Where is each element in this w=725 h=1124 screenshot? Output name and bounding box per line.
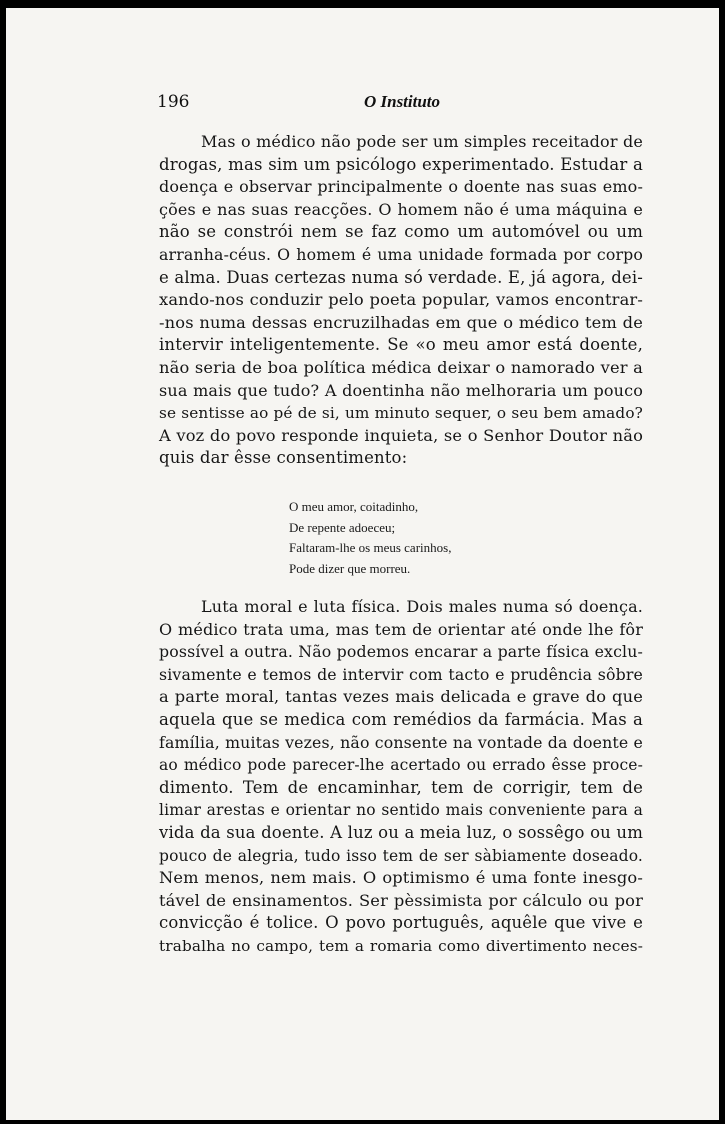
text-line: sivamente e temos de intervir com tacto e prudência sôbre [159, 664, 643, 684]
text-line: a parte moral, tantas vezes mais delicada e grave do que [159, 687, 643, 707]
text-line: ções e nas suas reacções. O homem não é uma máquina e [159, 199, 643, 219]
verse-line: Pode dizer que morreu. [289, 560, 411, 576]
text-line: ao médico pode parecer-lhe acertado ou errado êsse proce- [159, 756, 643, 775]
text-line: vida da sua doente. A luz ou a meia luz, o sossêgo ou um [159, 822, 643, 842]
text-line: possível a outra. Não podemos encarar a parte física exclu- [159, 642, 643, 662]
text-line: doença e observar principalmente o doente nas suas emo- [159, 177, 643, 197]
text-line: -nos numa dessas encruzilhadas em que o médico tem de [159, 312, 643, 332]
paragraph-1 [159, 131, 643, 470]
text-line: sua mais que tudo? A doentinha não melhoraria um pouco [159, 380, 643, 400]
text-line: xando-nos conduzir pelo poeta popular, vamos encontrar- [159, 290, 643, 310]
verse-line: De repente adoeceu; [289, 519, 396, 535]
text-line: não se constrói nem se faz como um automóvel ou um [159, 222, 643, 242]
text-line: arranha-céus. O homem é uma unidade formada por corpo [159, 244, 643, 264]
text-line: aquela que se medica com remédios da farmácia. Mas a [159, 709, 643, 729]
text-line: intervir inteligentemente. Se «o meu amor está doente, [159, 335, 643, 355]
text-line: pouco de alegria, tudo isso tem de ser sàbiamente doseado. [159, 846, 643, 865]
book-page [6, 8, 719, 1120]
text-line: tável de ensinamentos. Ser pèssimista por cálculo ou por [159, 890, 643, 910]
text-line: e alma. Duas certezas numa só verdade. E, já agora, dei- [159, 267, 643, 287]
text-line: Nem menos, nem mais. O optimismo é uma fonte inesgo- [159, 868, 643, 888]
text-line: Mas o médico não pode ser um simples receitador de [201, 132, 643, 151]
text-line: limar arestas e orientar no sentido mais conveniente para a [159, 801, 643, 820]
page-header [157, 92, 647, 116]
running-title: O Instituto [363, 92, 441, 111]
text-line: A voz do povo responde inquieta, se o Senhor Doutor não [159, 425, 643, 445]
verse-line: O meu amor, coitadinho, [289, 499, 419, 514]
page-number: 196 [157, 92, 190, 112]
text-line: trabalha no campo, tem a romaria como divertimento neces- [159, 936, 643, 955]
text-line: se sentisse ao pé de si, um minuto sequer, o seu bem amado? [159, 404, 643, 423]
verse-quote [289, 497, 589, 579]
text-line: quis dar êsse consentimento: [159, 448, 408, 468]
text-line: Luta moral e luta física. Dois males numa só doença. [201, 597, 643, 616]
verse-line: Faltaram-lhe os meus carinhos, [289, 540, 452, 555]
text-line: drogas, mas sim um psicólogo experimentado. Estudar a [159, 154, 643, 174]
paragraph-2 [159, 596, 643, 958]
text-line: família, muitas vezes, não consente na vontade da doente e [159, 732, 643, 752]
text-line: não seria de boa política médica deixar o namorado ver a [159, 357, 643, 377]
text-line: dimento. Tem de encaminhar, tem de corrigir, tem de [159, 777, 643, 797]
text-line: convicção é tolice. O povo português, aquêle que vive e [159, 913, 643, 933]
text-line: O médico trata uma, mas tem de orientar até onde lhe fôr [159, 619, 643, 639]
